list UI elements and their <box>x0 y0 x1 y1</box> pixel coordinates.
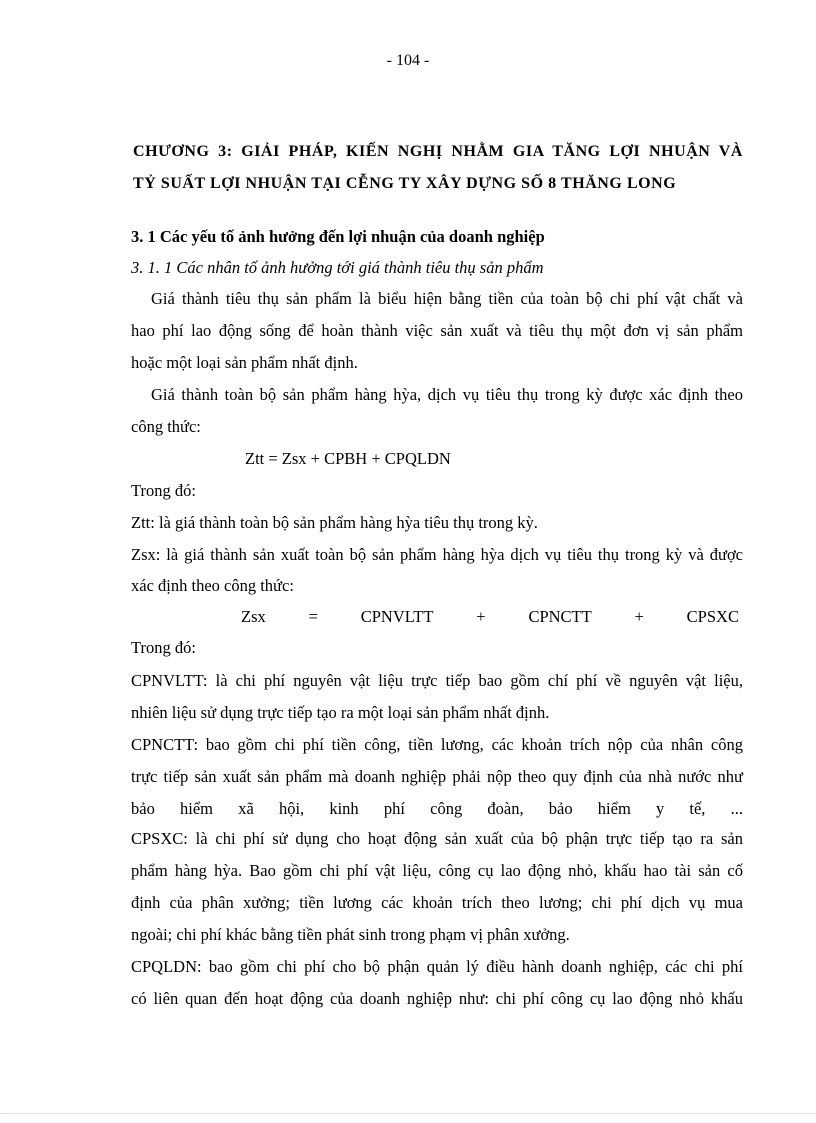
page-number: - 104 - <box>386 52 430 69</box>
paragraph-line: xác định theo công thức: <box>131 576 294 595</box>
formula-term: CPSXC <box>686 607 739 626</box>
paragraph-line: trực tiếp sản xuất sản phẩm mà doanh nghiệp phải nộp theo quy định của nhà nước như <box>131 767 743 786</box>
formula-term: CPNVLTT <box>360 607 434 626</box>
paragraph-line: Trong đó: <box>131 481 196 500</box>
formula-term: Zsx <box>241 607 266 626</box>
section-heading: 3. 1 Các yếu tố ảnh hưởng đến lợi nhuận của doanh nghiệp <box>131 227 545 246</box>
formula-operator: + <box>634 607 644 626</box>
paragraph-line: nhiên liệu sử dụng trực tiếp tạo ra một loại sản phẩm nhất định. <box>131 703 550 722</box>
subsection-heading: 3. 1. 1 Các nhân tố ảnh hưởng tới giá thành tiêu thụ sản phẩm <box>131 258 544 277</box>
paragraph-line: bảo hiểm xã hội, kinh phí công đoàn, bảo hiểm y tế, ... <box>131 799 743 818</box>
paragraph-line: ngoài; chi phí khác bằng tiền phát sinh trong phạm vị phân xưởng. <box>131 925 570 944</box>
paragraph-line: CPNCTT: bao gồm chi phí tiền công, tiền lương, các khoản trích nộp của nhân công <box>131 735 743 754</box>
paragraph-line: hoặc một loại sản phẩm nhất định. <box>131 353 358 372</box>
formula-ztt: Ztt = Zsx + CPBH + CPQLDN <box>245 449 451 468</box>
chapter-title-line-2: TỶ SUẤT LỢI NHUẬN TẠI CỄNG TY XÂY DỰNG SỐ 8 THĂNG LONG <box>133 175 677 192</box>
paragraph-line: CPQLDN: bao gồm chi phí cho bộ phận quản lý điều hành doanh nghiệp, các chi phí <box>131 957 743 976</box>
paragraph-line: hao phí lao động sống để hoàn thành việc sản xuất và tiêu thụ một đơn vị sản phẩm <box>131 321 743 340</box>
paragraph-line: Ztt: là giá thành toàn bộ sản phẩm hàng hỳa tiêu thụ trong kỳ. <box>131 513 538 532</box>
paragraph-line: phẩm hàng hỳa. Bao gồm chi phí vật liệu, công cụ lao động nhỏ, khấu hao tài sản cố <box>131 861 743 880</box>
formula-operator: + <box>476 607 486 626</box>
paragraph-line: công thức: <box>131 417 201 436</box>
paragraph-line: Giá thành tiêu thụ sản phẩm là biểu hiện bằng tiền của toàn bộ chi phí vật chất và <box>151 289 743 308</box>
paragraph-line: CPNVLTT: là chi phí nguyên vật liệu trực tiếp bao gồm chí phí về nguyên vật liệu, <box>131 671 743 690</box>
paragraph-line: Trong đó: <box>131 638 196 657</box>
formula-zsx <box>241 607 739 627</box>
paragraph-line: có liên quan đến hoạt động của doanh nghiệp như: chi phí công cụ lao động nhỏ khấu <box>131 989 743 1008</box>
page-border-dotted <box>0 1113 816 1114</box>
chapter-title-line-1: CHƯƠNG 3: GIẢI PHÁP, KIẾN NGHỊ NHẰM GIA TĂNG LỢI NHUẬN VÀ <box>133 143 743 160</box>
paragraph-line: CPSXC: là chi phí sử dụng cho hoạt động sản xuất của bộ phận trực tiếp tạo ra sản <box>131 829 743 848</box>
paragraph-line: Giá thành toàn bộ sản phẩm hàng hỳa, dịch vụ tiêu thụ trong kỳ được xác định theo <box>151 385 743 404</box>
formula-operator: = <box>308 607 318 626</box>
paragraph-line: định của phân xưởng; tiền lương các khoản trích theo lương; chi phí dịch vụ mua <box>131 893 743 912</box>
paragraph-line: Zsx: là giá thành sản xuất toàn bộ sản phẩm hàng hỳa dịch vụ tiêu thụ trong kỳ và được <box>131 545 743 564</box>
formula-term: CPNCTT <box>528 607 592 626</box>
